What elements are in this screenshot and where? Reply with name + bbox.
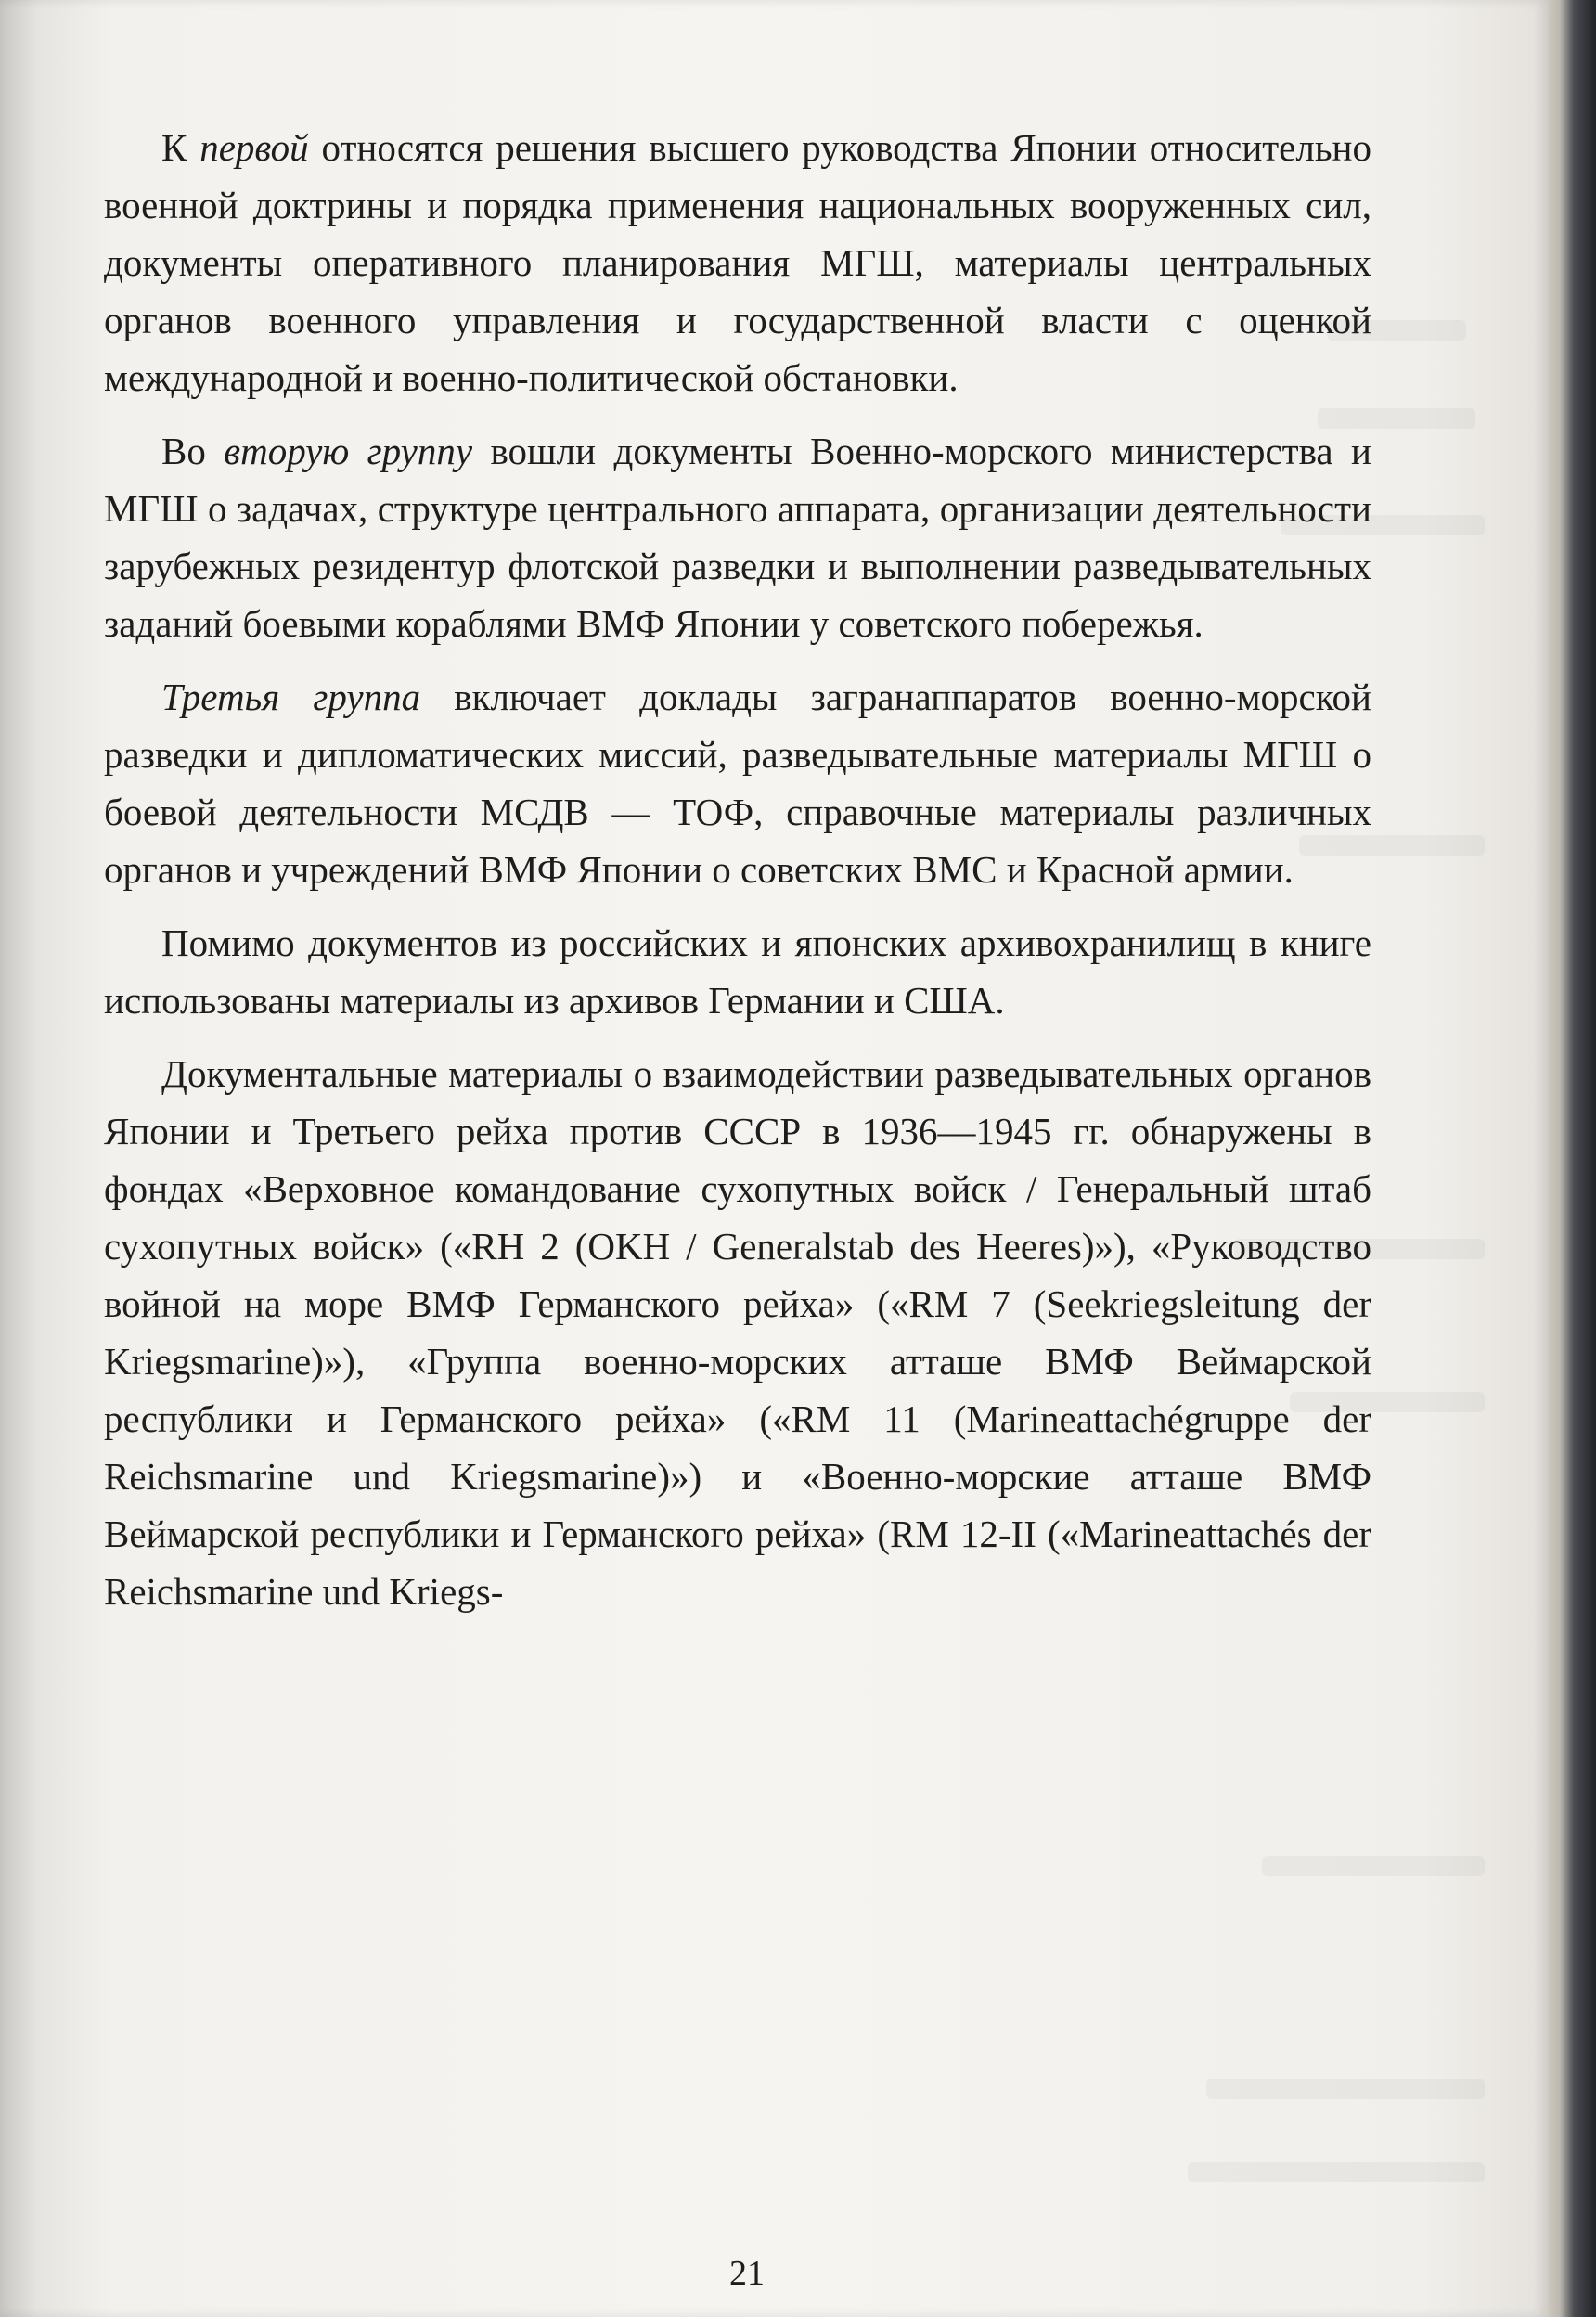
italic-text: первой [200, 126, 309, 169]
paragraph [104, 1045, 1371, 1620]
text-run: относятся решения высшего руководства Японии относительно военной доктрины и порядка применения национальных вооруженных сил, документы оперативного планирования МГШ, материалы центральных органов военного управления и государственной власти с оценкой международной и военно-политической обстановки. [104, 126, 1371, 399]
text-run: К [161, 126, 200, 169]
text-run: вошли документы Военно-морского министерства и МГШ о задачах, структуре центрального аппарата, организации деятельности зарубежных резидентур флотской разведки и выполнении разведывательных заданий боевыми кораблями ВМФ Японии у советского побережья. [104, 430, 1371, 645]
page-number: 21 [729, 2254, 765, 2293]
text-run: Документальные материалы о взаимодействии разведывательных органов Японии и Третьего рейха против СССР в 1936—1945 гг. обнаружены в фондах «Верховное командование сухопутных войск / Генеральный штаб сухопутных войск» («RH 2 (OKH / Generalstab des Heeres)»), «Руководство войной на море ВМФ Германского рейха» («RM 7 (Seekriegsleitung der Kriegsmarine)»), «Группа военно-морских атташе ВМФ Веймарской республики и Германского рейха» («RM 11 (Marineattachégruppe der Reichsmarine und Kriegsmarine)») и «Военно-морские атташе ВМФ Веймарской республики и Германского рейха» (RM 12-II («Marineattachés der Reichsmarine und Kriegs- [104, 1052, 1371, 1613]
body-text [104, 119, 1371, 1636]
italic-text: вторую группу [224, 430, 473, 472]
italic-text: Третья группа [161, 676, 421, 718]
text-run: Во [161, 430, 225, 472]
text-run: Помимо документов из российских и японских архивохранилищ в книге использованы материалы из архивов Германии и США. [104, 921, 1371, 1022]
paragraph [104, 914, 1371, 1029]
paragraph [104, 119, 1371, 406]
text-run: включает доклады загранаппаратов военно-морской разведки и дипломатических миссий, разведывательные материалы МГШ о боевой деятельности МСДВ — ТОФ, справочные материалы различных органов и учреждений ВМФ Японии о советских ВМС и Красной армии. [104, 676, 1371, 891]
paragraph [104, 668, 1371, 898]
book-page-edges [1540, 0, 1596, 2317]
paragraph [104, 422, 1371, 652]
